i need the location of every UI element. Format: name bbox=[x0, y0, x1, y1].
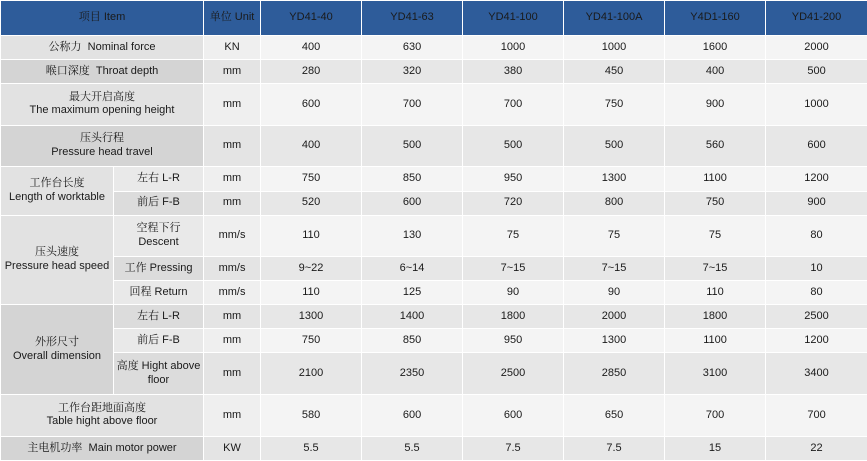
cell-value: 700 bbox=[463, 84, 564, 126]
cell-value: 2350 bbox=[362, 353, 463, 395]
cell-value: 75 bbox=[665, 215, 766, 257]
row-group-label bbox=[1, 305, 114, 395]
cell-value: 800 bbox=[564, 191, 665, 215]
cell-value: 1100 bbox=[665, 329, 766, 353]
cell-value: 600 bbox=[362, 191, 463, 215]
cell-value: 560 bbox=[665, 125, 766, 167]
table-row bbox=[1, 281, 867, 305]
row-label bbox=[1, 60, 204, 84]
header-model-0: YD41-40 bbox=[261, 1, 362, 36]
cell-value: 750 bbox=[665, 191, 766, 215]
header-model-5: YD41-200 bbox=[766, 1, 867, 36]
row-group-label bbox=[1, 215, 114, 305]
cell-value: 110 bbox=[665, 281, 766, 305]
cell-value: 90 bbox=[463, 281, 564, 305]
row-group-label-cn: 压头速度 bbox=[35, 246, 79, 259]
table-row bbox=[1, 436, 867, 460]
cell-value: 380 bbox=[463, 60, 564, 84]
cell-value: 750 bbox=[261, 167, 362, 191]
cell-value: 2000 bbox=[766, 36, 867, 60]
table-row bbox=[1, 395, 867, 437]
cell-value: 400 bbox=[665, 60, 766, 84]
row-sub-label: 左右 L-R bbox=[114, 305, 204, 329]
cell-value: 700 bbox=[665, 395, 766, 437]
row-label-en: Throat depth bbox=[95, 64, 159, 77]
cell-value: 15 bbox=[665, 436, 766, 460]
cell-value: 110 bbox=[261, 281, 362, 305]
row-label bbox=[1, 125, 204, 167]
table-row bbox=[1, 353, 867, 395]
row-label-en: Nominal force bbox=[87, 40, 156, 53]
cell-value: 1300 bbox=[564, 167, 665, 191]
cell-value: 1100 bbox=[665, 167, 766, 191]
cell-value: 720 bbox=[463, 191, 564, 215]
cell-value: 1000 bbox=[463, 36, 564, 60]
row-label-en: Pressure head travel bbox=[51, 146, 153, 159]
cell-value: 320 bbox=[362, 60, 463, 84]
cell-value: 400 bbox=[261, 125, 362, 167]
row-sub-label: 回程 Return bbox=[114, 281, 204, 305]
cell-value: 520 bbox=[261, 191, 362, 215]
table-row bbox=[1, 305, 867, 329]
row-group-label-cn: 工作台长度 bbox=[29, 177, 85, 190]
cell-value: 1000 bbox=[766, 84, 867, 126]
cell-value: 1300 bbox=[261, 305, 362, 329]
cell-value: 75 bbox=[463, 215, 564, 257]
cell-value: 6~14 bbox=[362, 257, 463, 281]
cell-value: 500 bbox=[564, 125, 665, 167]
header-unit: 单位 Unit bbox=[204, 1, 261, 36]
cell-value: 3400 bbox=[766, 353, 867, 395]
table-row bbox=[1, 167, 867, 191]
row-unit: mm bbox=[204, 395, 261, 437]
cell-value: 5.5 bbox=[362, 436, 463, 460]
cell-value: 90 bbox=[564, 281, 665, 305]
row-label-cn: 工作台距地面高度 bbox=[58, 401, 146, 414]
cell-value: 700 bbox=[362, 84, 463, 126]
header-model-3: YD41-100A bbox=[564, 1, 665, 36]
row-group-label bbox=[1, 167, 114, 215]
cell-value: 500 bbox=[362, 125, 463, 167]
row-label bbox=[1, 84, 204, 126]
row-unit: mm/s bbox=[204, 215, 261, 257]
row-label-cn: 主电机功率 bbox=[27, 441, 83, 454]
cell-value: 400 bbox=[261, 36, 362, 60]
cell-value: 80 bbox=[766, 215, 867, 257]
header-model-4: Y4D1-160 bbox=[665, 1, 766, 36]
row-unit: KW bbox=[204, 436, 261, 460]
row-group-label-en: Overall dimension bbox=[12, 349, 102, 362]
row-unit: mm bbox=[204, 329, 261, 353]
cell-value: 600 bbox=[463, 395, 564, 437]
row-sub-label: 前后 F-B bbox=[114, 329, 204, 353]
cell-value: 2100 bbox=[261, 353, 362, 395]
row-label-en: Table hight above floor bbox=[46, 415, 158, 428]
table-row bbox=[1, 36, 867, 60]
row-label-cn: 压头行程 bbox=[80, 132, 124, 145]
cell-value: 10 bbox=[766, 257, 867, 281]
row-unit: mm/s bbox=[204, 281, 261, 305]
header-row bbox=[1, 1, 867, 36]
cell-value: 3100 bbox=[665, 353, 766, 395]
row-unit: mm bbox=[204, 305, 261, 329]
cell-value: 1200 bbox=[766, 329, 867, 353]
cell-value: 900 bbox=[766, 191, 867, 215]
cell-value: 1000 bbox=[564, 36, 665, 60]
cell-value: 1300 bbox=[564, 329, 665, 353]
cell-value: 9~22 bbox=[261, 257, 362, 281]
table-body bbox=[1, 36, 867, 461]
cell-value: 1400 bbox=[362, 305, 463, 329]
cell-value: 80 bbox=[766, 281, 867, 305]
table-row bbox=[1, 60, 867, 84]
row-label-cn: 喉口深度 bbox=[45, 64, 90, 77]
row-label-en: Main motor power bbox=[88, 441, 177, 454]
cell-value: 630 bbox=[362, 36, 463, 60]
row-sub-label: 前后 F-B bbox=[114, 191, 204, 215]
row-group-label-cn: 外形尺寸 bbox=[35, 335, 79, 348]
row-sub-label: 空程下行 Descent bbox=[114, 215, 204, 257]
cell-value: 7~15 bbox=[463, 257, 564, 281]
cell-value: 7.5 bbox=[463, 436, 564, 460]
cell-value: 2500 bbox=[766, 305, 867, 329]
cell-value: 700 bbox=[766, 395, 867, 437]
row-sub-label: 左右 L-R bbox=[114, 167, 204, 191]
table-row bbox=[1, 257, 867, 281]
cell-value: 750 bbox=[261, 329, 362, 353]
cell-value: 850 bbox=[362, 167, 463, 191]
cell-value: 2000 bbox=[564, 305, 665, 329]
cell-value: 1600 bbox=[665, 36, 766, 60]
row-unit: mm bbox=[204, 191, 261, 215]
row-label bbox=[1, 395, 204, 437]
row-group-label-en: Pressure head speed bbox=[4, 259, 110, 272]
cell-value: 125 bbox=[362, 281, 463, 305]
cell-value: 650 bbox=[564, 395, 665, 437]
cell-value: 7~15 bbox=[665, 257, 766, 281]
cell-value: 1800 bbox=[463, 305, 564, 329]
cell-value: 7.5 bbox=[564, 436, 665, 460]
cell-value: 500 bbox=[766, 60, 867, 84]
row-unit: mm bbox=[204, 60, 261, 84]
cell-value: 110 bbox=[261, 215, 362, 257]
header-item: 项目 Item bbox=[1, 1, 204, 36]
cell-value: 600 bbox=[362, 395, 463, 437]
cell-value: 1800 bbox=[665, 305, 766, 329]
cell-value: 280 bbox=[261, 60, 362, 84]
row-sub-label: 高度 Hight above floor bbox=[114, 353, 204, 395]
cell-value: 130 bbox=[362, 215, 463, 257]
cell-value: 600 bbox=[261, 84, 362, 126]
row-unit: mm bbox=[204, 84, 261, 126]
cell-value: 22 bbox=[766, 436, 867, 460]
table-header bbox=[1, 1, 867, 36]
row-group-label-en: Length of worktable bbox=[8, 191, 105, 204]
cell-value: 2850 bbox=[564, 353, 665, 395]
table-row bbox=[1, 84, 867, 126]
table-row bbox=[1, 215, 867, 257]
cell-value: 850 bbox=[362, 329, 463, 353]
cell-value: 7~15 bbox=[564, 257, 665, 281]
row-unit: mm bbox=[204, 167, 261, 191]
row-label bbox=[1, 36, 204, 60]
row-sub-label: 工作 Pressing bbox=[114, 257, 204, 281]
cell-value: 600 bbox=[766, 125, 867, 167]
table-row bbox=[1, 329, 867, 353]
header-model-1: YD41-63 bbox=[362, 1, 463, 36]
row-label bbox=[1, 436, 204, 460]
header-model-2: YD41-100 bbox=[463, 1, 564, 36]
row-unit: KN bbox=[204, 36, 261, 60]
table-row bbox=[1, 191, 867, 215]
cell-value: 580 bbox=[261, 395, 362, 437]
table-row bbox=[1, 125, 867, 167]
cell-value: 950 bbox=[463, 329, 564, 353]
cell-value: 5.5 bbox=[261, 436, 362, 460]
cell-value: 750 bbox=[564, 84, 665, 126]
cell-value: 950 bbox=[463, 167, 564, 191]
cell-value: 2500 bbox=[463, 353, 564, 395]
cell-value: 900 bbox=[665, 84, 766, 126]
cell-value: 1200 bbox=[766, 167, 867, 191]
cell-value: 500 bbox=[463, 125, 564, 167]
row-unit: mm bbox=[204, 125, 261, 167]
cell-value: 75 bbox=[564, 215, 665, 257]
row-unit: mm/s bbox=[204, 257, 261, 281]
row-label-cn: 最大开启高度 bbox=[69, 90, 135, 103]
row-label-cn: 公称力 bbox=[48, 40, 82, 53]
row-label-en: The maximum opening height bbox=[29, 104, 175, 117]
row-unit: mm bbox=[204, 353, 261, 395]
cell-value: 450 bbox=[564, 60, 665, 84]
